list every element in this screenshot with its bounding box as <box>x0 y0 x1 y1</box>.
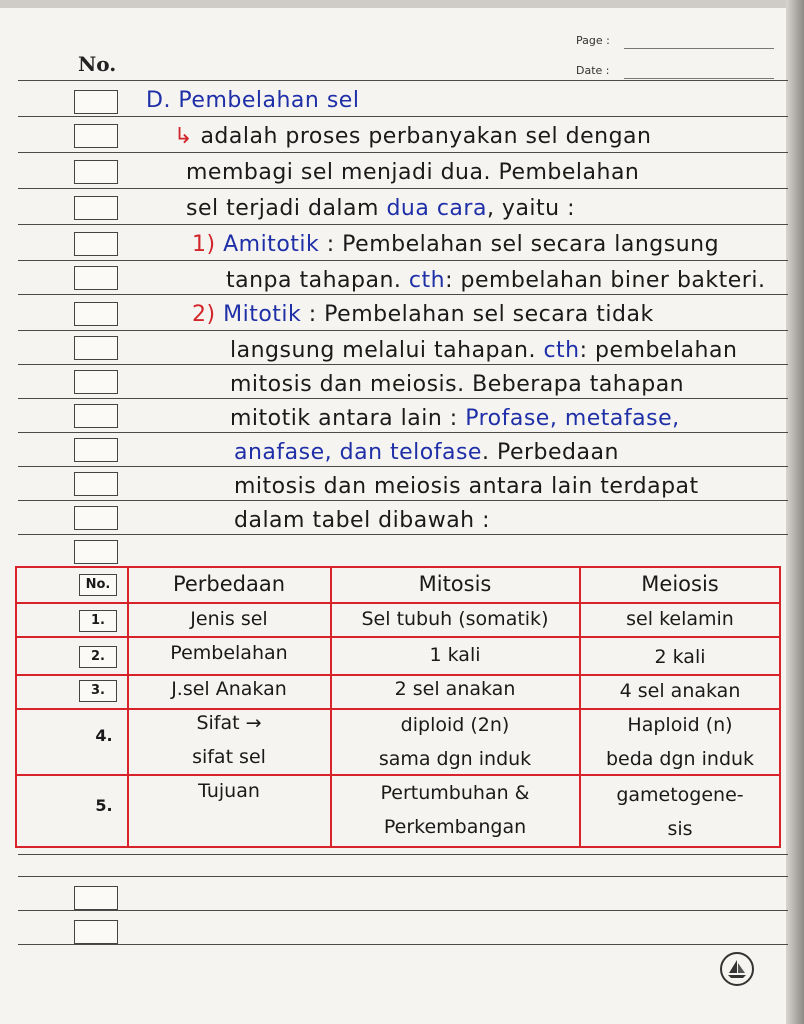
table-header-no: No. <box>79 574 117 596</box>
ruled-line <box>18 432 788 433</box>
margin-number-box <box>74 472 118 496</box>
cell-meiosis: 4 sel anakan <box>619 680 741 702</box>
date-field-line <box>624 78 774 79</box>
page-binding-edge <box>786 0 804 1024</box>
cell-mitosis: Pertumbuhan & <box>380 782 530 804</box>
item-mitotik-line7: dalam tabel dibawah : <box>234 508 491 533</box>
note-line-2: membagi sel menjadi dua. Pembelahan <box>186 160 640 185</box>
margin-number-box <box>74 232 118 256</box>
cell-meiosis: Haploid (n) <box>627 714 733 736</box>
item-text: mitotik antara lain : <box>230 406 466 431</box>
item-text: : pembelahan <box>579 338 738 363</box>
ruled-line <box>18 944 788 945</box>
cth-label: cth <box>543 338 580 363</box>
ruled-line <box>18 534 788 535</box>
ruled-line <box>18 330 788 331</box>
table-row-divider <box>17 636 779 638</box>
row-number: 1. <box>79 610 117 632</box>
note-text: sel terjadi dalam <box>186 196 387 221</box>
ruled-line <box>18 910 788 911</box>
ruled-line <box>18 116 788 117</box>
ruled-line <box>18 854 788 855</box>
table-row-divider <box>17 774 779 776</box>
cell-perbedaan: Jenis sel <box>190 608 268 630</box>
cell-mitosis: 2 sel anakan <box>394 678 516 700</box>
item-term: Amitotik <box>223 232 320 257</box>
item-mitotik-line4 <box>230 406 680 431</box>
section-heading: D. Pembelahan sel <box>146 88 360 113</box>
ruled-line <box>18 224 788 225</box>
margin-number-box <box>74 336 118 360</box>
cell-mitosis: 1 kali <box>429 644 481 666</box>
ruled-line <box>18 294 788 295</box>
ruled-line <box>18 260 788 261</box>
table-row-divider <box>17 602 779 604</box>
margin-number-box <box>74 266 118 290</box>
cell-meiosis: 2 kali <box>654 646 706 668</box>
item-mitotik-line3: mitosis dan meiosis. Beberapa tahapan <box>230 372 685 397</box>
table-header-perbedaan: Perbedaan <box>172 572 286 596</box>
cell-mitosis: Perkembangan <box>383 816 527 838</box>
item-text: : Pembelahan sel secara langsung <box>326 232 720 257</box>
ruled-line <box>18 80 788 81</box>
note-text: , yaitu : <box>486 196 576 221</box>
row-number: 2. <box>79 646 117 668</box>
cell-perbedaan: J.sel Anakan <box>171 678 287 700</box>
page-field-label: Page : <box>576 34 610 47</box>
item-mitotik-line6: mitosis dan meiosis antara lain terdapat <box>234 474 699 499</box>
cell-perbedaan: Sifat → <box>196 712 262 734</box>
phase-names: Profase, metafase, <box>465 406 680 431</box>
margin-number-box <box>74 920 118 944</box>
ruled-line <box>18 398 788 399</box>
item-amitotik-line2 <box>226 268 765 293</box>
sailboat-logo-graphic <box>726 959 748 979</box>
item-term: Mitotik <box>223 302 302 327</box>
page-top-edge <box>0 0 804 8</box>
margin-number-box <box>74 540 118 564</box>
item-text: tanpa tahapan. <box>226 268 409 293</box>
row-number: 4. <box>95 726 113 745</box>
cell-mitosis: diploid (2n) <box>400 714 510 736</box>
ruled-line <box>18 500 788 501</box>
margin-number-box <box>74 404 118 428</box>
item-mitotik-line2 <box>230 338 737 363</box>
margin-number-box <box>74 160 118 184</box>
cell-mitosis: sama dgn induk <box>378 748 532 770</box>
note-line-1 <box>174 124 651 149</box>
ruled-line <box>18 364 788 365</box>
highlight-text: dua cara <box>386 196 487 221</box>
item-mitotik <box>192 302 654 327</box>
cell-meiosis: sel kelamin <box>626 608 734 630</box>
page-field-line <box>624 48 774 49</box>
item-mitotik-line5 <box>234 440 619 465</box>
cell-meiosis: sis <box>667 818 693 840</box>
margin-number-box <box>74 886 118 910</box>
phase-names: anafase, dan telofase <box>234 440 482 465</box>
item-text: langsung melalui tahapan. <box>230 338 544 363</box>
margin-number-box <box>74 438 118 462</box>
cell-perbedaan: Tujuan <box>198 780 260 802</box>
cth-label: cth <box>408 268 446 293</box>
cell-meiosis: beda dgn induk <box>605 748 755 770</box>
cell-mitosis: Sel tubuh (somatik) <box>361 608 549 630</box>
date-field-label: Date : <box>576 64 610 77</box>
item-number: 2) <box>192 302 216 327</box>
ruled-line <box>18 188 788 189</box>
ruled-line <box>18 466 788 467</box>
arrow-icon: ↳ <box>174 124 193 149</box>
row-number: 5. <box>95 796 113 815</box>
cell-meiosis: gametogene- <box>616 784 744 806</box>
item-text: : Pembelahan sel secara tidak <box>308 302 654 327</box>
margin-number-box <box>74 90 118 114</box>
ruled-line <box>18 152 788 153</box>
margin-number-box <box>74 124 118 148</box>
note-text: adalah proses perbanyakan sel dengan <box>200 124 652 149</box>
margin-number-box <box>74 302 118 326</box>
table-row-divider <box>17 674 779 676</box>
margin-number-box <box>74 196 118 220</box>
row-number: 3. <box>79 680 117 702</box>
note-line-3 <box>186 196 575 221</box>
table-header-meiosis: Meiosis <box>641 572 719 596</box>
item-text: : pembelahan biner bakteri. <box>445 268 766 293</box>
page-no-label: No. <box>78 52 117 76</box>
item-number: 1) <box>192 232 216 257</box>
item-text: . Perbedaan <box>481 440 619 465</box>
cell-perbedaan: Pembelahan <box>170 642 288 664</box>
margin-number-box <box>74 370 118 394</box>
table-header-mitosis: Mitosis <box>418 572 492 596</box>
sailboat-logo-icon <box>720 952 754 986</box>
ruled-line <box>18 876 788 877</box>
margin-number-box <box>74 506 118 530</box>
comparison-table <box>15 566 781 848</box>
cell-perbedaan: sifat sel <box>192 746 266 768</box>
table-row-divider <box>17 708 779 710</box>
item-amitotik <box>192 232 719 257</box>
